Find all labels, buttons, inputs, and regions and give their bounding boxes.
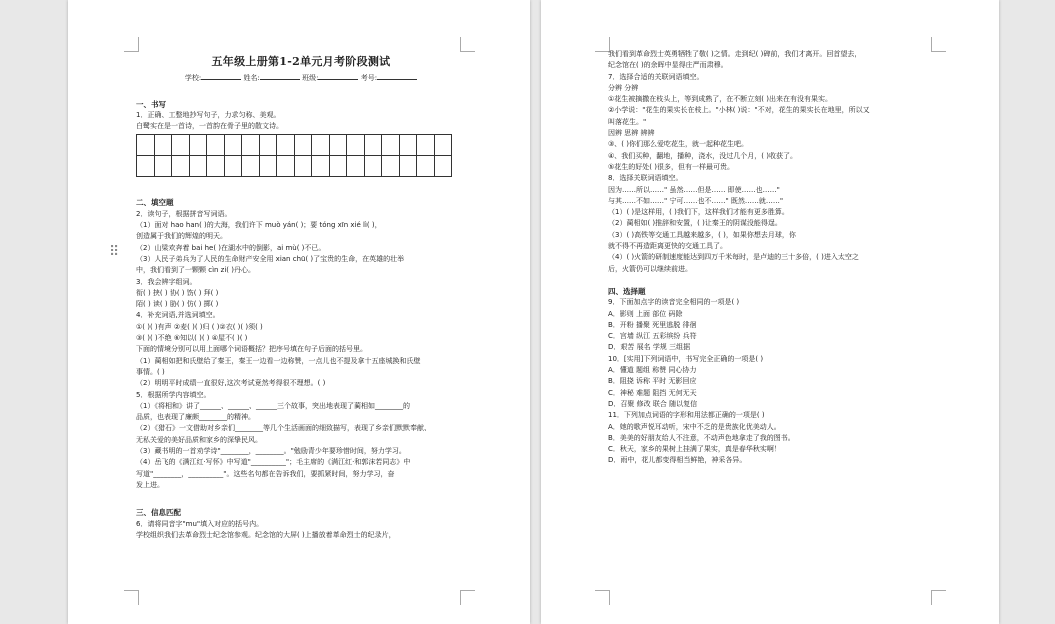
question-line: 分辨 分辨 [608, 83, 639, 92]
question-line: （2）《猎石》一文借助对乡亲们________等几个生活画面的细致描写，表现了乡亲们默默奉献、 [136, 424, 431, 433]
question-line: 9．下面加点字的读音完全相同的一项是( ) [608, 298, 740, 307]
question-line: D．召聚 修改 联合 随以复信 [608, 399, 698, 408]
question-line: 衔( ) 挟( ) 协( ) 饬( ) 拜( ) [136, 288, 219, 297]
class-field[interactable] [318, 71, 358, 80]
question-line: 7．选择合适的关联词语填空。 [608, 72, 704, 81]
question-line: 创造属于我们的辉煌的明天。 [136, 232, 227, 241]
question-line: 10．[实用]下列词语中，书写完全正确的一项是( ) [608, 354, 764, 363]
question-line: 叫落花生。" [608, 117, 647, 126]
drag-handle-icon[interactable]: ⠿ [109, 244, 121, 260]
section-heading: 四、选择题 [608, 286, 646, 296]
question-line: 1．正确、工整地抄写句子，力求匀称、美观。 [136, 110, 281, 119]
exam-no-field[interactable] [377, 71, 417, 80]
question-line: 纪念馆在( )的余晖中显得庄严而肃穆。 [608, 61, 728, 70]
question-line: （2）蔺相如( )推辞和安置，( )让秦王的阴谋没能得逞。 [608, 219, 782, 228]
crop-mark [124, 590, 139, 605]
question-line: 与其……不如……" 宁可……也不……" 既然……就……" [608, 196, 784, 205]
question-line: D．雨中，花儿都变得相当鲜艳，神采各异。 [608, 456, 747, 465]
question-line: 无私关爱的美好品质和家乡的深挚民风。 [136, 435, 262, 444]
question-line: ①( )( )有声 ②麦( )( )归 ( )②衣( )( )须( ) [136, 322, 263, 331]
question-line: （1）面对 hao han( )的大海，我们许下 muò yán( )；要 tóng xīn xié lì( )， [136, 221, 382, 230]
question-line: 写道"________，__________"。这些名句都在告诉我们，要抓紧时间，努力学习，奋 [136, 469, 395, 478]
question-line: （1）《将相和》讲了______、______、______三个故事，突出地表现了蔺相如________的 [136, 401, 410, 410]
name-field[interactable] [260, 71, 300, 80]
crop-mark [931, 590, 946, 605]
question-line: 学校组织我们去革命烈士纪念馆参观。纪念馆的大屏( )上播放着革命烈士的纪录片， [136, 530, 396, 539]
question-line: 事情。( ) [136, 367, 165, 376]
question-line: B．阻挠 诉称 平时 无影回应 [608, 377, 697, 386]
question-line: 后，火箭仍可以继续前进。 [608, 264, 692, 273]
question-line: 5．根据所学内容填空。 [136, 390, 211, 399]
question-line [608, 275, 933, 286]
question-line: （1）( )是这样用，( )我们下，这样我们才能有更多胜算。 [608, 208, 789, 217]
question-line: 8．选择关联词语填空。 [608, 174, 683, 183]
crop-mark [460, 590, 475, 605]
writing-grid[interactable] [136, 134, 452, 177]
crop-mark [595, 590, 610, 605]
question-line: A．她的歌声悦耳动听，宋中不乏的是贵族化优美动人。 [608, 422, 781, 431]
question-line: 3．我会辨字组词。 [136, 277, 197, 286]
question-line: 就不得不再造距离更快的交通工具了。 [608, 242, 727, 251]
question-line: ③( )( )不绝 ⑥知以( )( ) ④屋不( )( ) [136, 334, 248, 343]
question-line: 因辨 思辨 辨辨 [608, 129, 655, 138]
document-page-right [541, 0, 999, 624]
question-line: （1）蔺相如把和氏壁给了秦王，秦王一边看一边称赞，一点儿也不提及拿十五座城换和氏壁 [136, 356, 421, 365]
question-line: 品质，也表现了廉颇________的精神。 [136, 413, 255, 422]
question-line: 我们看到革命烈士英勇牺牲了敬( )之情。走到纪( )碑前，我们才离开。回首望去， [608, 50, 862, 58]
question-line: ④、我们买种，翻地，播种，浇水，没过几个月，( )收获了。 [608, 151, 797, 160]
question-line: 中，我们看到了一颗颗 cìn zi( )丹心。 [136, 266, 255, 275]
question-line: 11．下列加点词语的字形和用法都正确的一项是( ) [608, 411, 765, 420]
question-line: ⑤花生的好处( )很多，但有一样最可贵。 [608, 162, 734, 171]
section-heading: 二、填空题 [136, 198, 174, 208]
crop-mark [931, 37, 946, 52]
question-line: （4）( )火箭的研制速度能达到四万千米每时，是卢迪的三十多倍，( )进入太空之 [608, 253, 859, 262]
question-line: 4．补充词语,并选词填空。 [136, 311, 220, 320]
question-line: A．懂道 题组 称赞 同心协力 [608, 366, 697, 375]
left-page-content [136, 0, 466, 541]
document-page-left [68, 0, 530, 624]
section-heading: 一、书写 [136, 99, 166, 109]
section2-body [136, 209, 466, 491]
question-line: ③、( )你们那么爱吃花生，就一起种花生吧。 [608, 140, 748, 149]
question-line: 陌( ) 读( ) 胁( ) 仿( ) 掷( ) [136, 300, 219, 309]
question-line: 2．读句子，根据拼音写词语。 [136, 209, 232, 218]
question-line: （4）岳飞的《满江红·写怀》中写道"__________"；毛主席的《满江红·和郭沫若同志》中 [136, 458, 411, 467]
question-line: 下面的情境分别可以用上面哪个词语概括？把序号填在句子后面的括号里。 [136, 345, 367, 354]
question-line: （2）明明平时成绩一直很好,这次考试竟然考得很不理想。( ) [136, 379, 326, 388]
question-line: （3）( )高铁等交通工具越来越多，( )，如果你想去月球，你 [608, 230, 796, 239]
student-info-line: 学校: 姓名: 班级: 考号: [136, 71, 466, 84]
question-line: A．影则 上面 部位 码除 [608, 309, 683, 318]
question-line: ①花生被摘撒在枝头上，等到成熟了，在不断立刻( )出来在有没有果实。 [608, 95, 832, 104]
question-line: B．美美的好朋友给人不注意，不动声色地拿走了我的图书。 [608, 433, 795, 442]
question-line: C．宫墙 纵江 五彩缤纷 兵符 [608, 332, 697, 341]
question-line: （2）山梁欢奔着 bai he( )在湖水中的倒影，ai mù( )不已。 [136, 243, 326, 252]
question-line: 因为……所以……" 虽然……但是…… 即使……也……" [608, 185, 780, 194]
question-line: C．神秘 难题 阻挡 无何无天 [608, 388, 697, 397]
question-line: 白鹭实在是一首诗，一首韵在骨子里的散文诗。 [136, 122, 283, 131]
school-field[interactable] [201, 71, 241, 80]
question-line: D．艰苦 展名 学规 三组据 [608, 343, 691, 352]
question-line: B．开粉 播聚 死里逃脱 徘徊 [608, 320, 697, 329]
section-heading: 三、信息匹配 [136, 508, 181, 518]
question-line: C．秋天，家乡的果树上挂满了果实，真是春华秋实啊！ [608, 445, 781, 454]
page-title: 五年级上册第1-2单元月考阶段测试 [211, 55, 391, 68]
question-line: （3）人民子弟兵为了人民的生命财产安全用 xian chū( )了宝贵的生命，在英雄的壮举 [136, 254, 405, 263]
right-page-content [608, 49, 933, 467]
question-line: 6．请将同音字"mu"填入对应的括号内。 [136, 519, 264, 528]
question-line: ②小学说："花生的果实长在枝上。"小林( )说："不对，花生的果实长在地里，所以又 [608, 106, 870, 115]
question-line: 发上进。 [136, 480, 164, 489]
question-line: （3）藏书明的一首劝学诗"________，________。"勉励青少年要珍惜时间，努力学习。 [136, 447, 406, 456]
